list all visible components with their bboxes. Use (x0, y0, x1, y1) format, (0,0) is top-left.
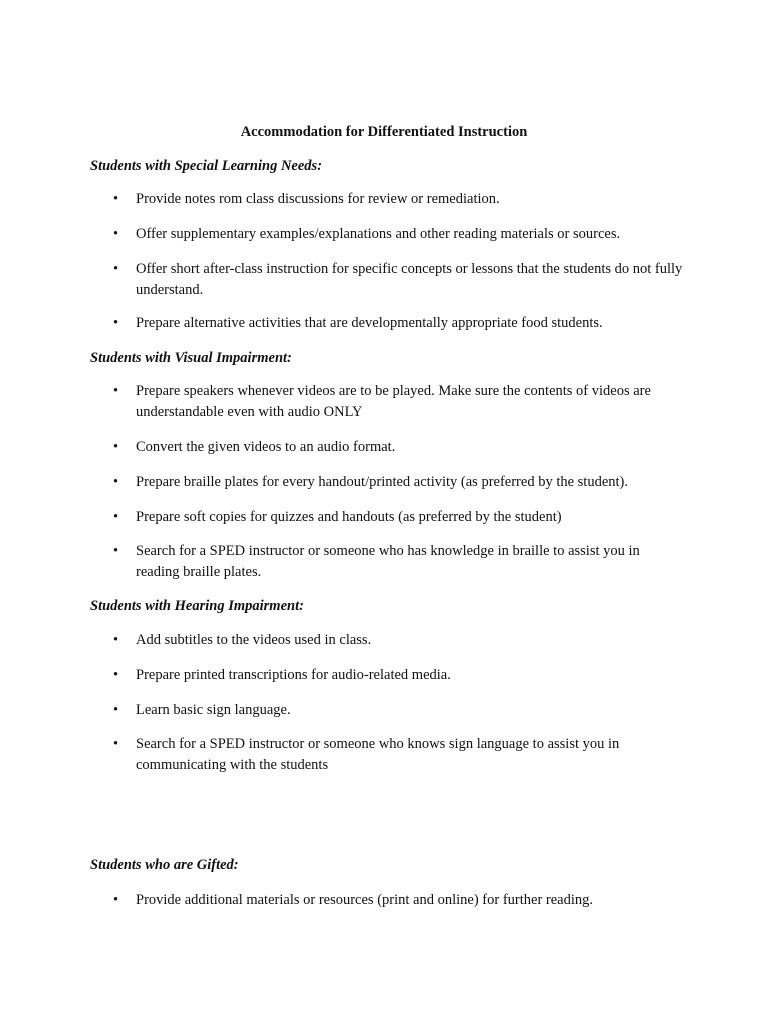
list-item-text: Offer supplementary examples/explanations and other reading materials or sources. (136, 226, 621, 242)
list-item-text: Provide notes rom class discussions for review or remediation. (136, 191, 500, 207)
section-heading-hearing-impairment: Students with Hearing Impairment: (90, 598, 304, 614)
list-item (113, 541, 683, 583)
list-item-text: Prepare printed transcriptions for audio-related media. (136, 667, 451, 683)
list-item (113, 437, 683, 458)
list-item (113, 507, 683, 528)
bullet-icon: • (113, 702, 119, 718)
section-heading-special-learning-needs: Students with Special Learning Needs: (90, 158, 323, 174)
list-item (113, 381, 683, 423)
bullet-icon: • (113, 226, 119, 242)
list-item-text: Prepare braille plates for every handout/printed activity (as preferred by the student). (136, 474, 629, 490)
list-item (113, 259, 683, 301)
list-item (113, 472, 683, 493)
list-item (113, 224, 683, 245)
list-item-text: Search for a SPED instructor or someone who knows sign language to assist you in communicating with the students (136, 736, 620, 773)
document-title: Accommodation for Differentiated Instruction (240, 124, 528, 140)
list-item-text: Prepare alternative activities that are developmentally appropriate food students. (136, 315, 603, 331)
section-heading-gifted: Students who are Gifted: (90, 857, 239, 873)
list-item-text: Prepare speakers whenever videos are to be played. Make sure the contents of videos are understandable even with audio ONLY (136, 383, 651, 420)
list-item (113, 313, 683, 334)
bullet-icon: • (113, 667, 119, 683)
list-item-text: Provide additional materials or resources (print and online) for further reading. (136, 892, 593, 908)
list-item-text: Prepare soft copies for quizzes and handouts (as preferred by the student) (136, 509, 562, 525)
list-item (113, 630, 683, 651)
list-item (113, 189, 683, 210)
section-heading-visual-impairment: Students with Visual Impairment: (90, 350, 292, 366)
list-item-text: Search for a SPED instructor or someone who has knowledge in braille to assist you in reading braille plates. (136, 543, 640, 580)
list-item (113, 890, 683, 911)
list-item-text: Learn basic sign language. (136, 702, 291, 718)
bullet-icon: • (113, 474, 119, 490)
list-item (113, 665, 683, 686)
bullet-icon: • (113, 632, 119, 648)
list-item-text: Convert the given videos to an audio format. (136, 439, 396, 455)
bullet-icon: • (113, 261, 119, 277)
list-item (113, 734, 683, 776)
list-item-text: Add subtitles to the videos used in class. (136, 632, 372, 648)
bullet-icon: • (113, 892, 119, 908)
bullet-icon: • (113, 439, 119, 455)
bullet-icon: • (113, 543, 119, 559)
bullet-icon: • (113, 736, 119, 752)
list-item-text: Offer short after-class instruction for specific concepts or lessons that the students do not fully understand. (136, 261, 683, 298)
bullet-icon: • (113, 191, 119, 207)
list-item (113, 700, 683, 721)
bullet-icon: • (113, 383, 119, 399)
bullet-icon: • (113, 315, 119, 331)
bullet-icon: • (113, 509, 119, 525)
